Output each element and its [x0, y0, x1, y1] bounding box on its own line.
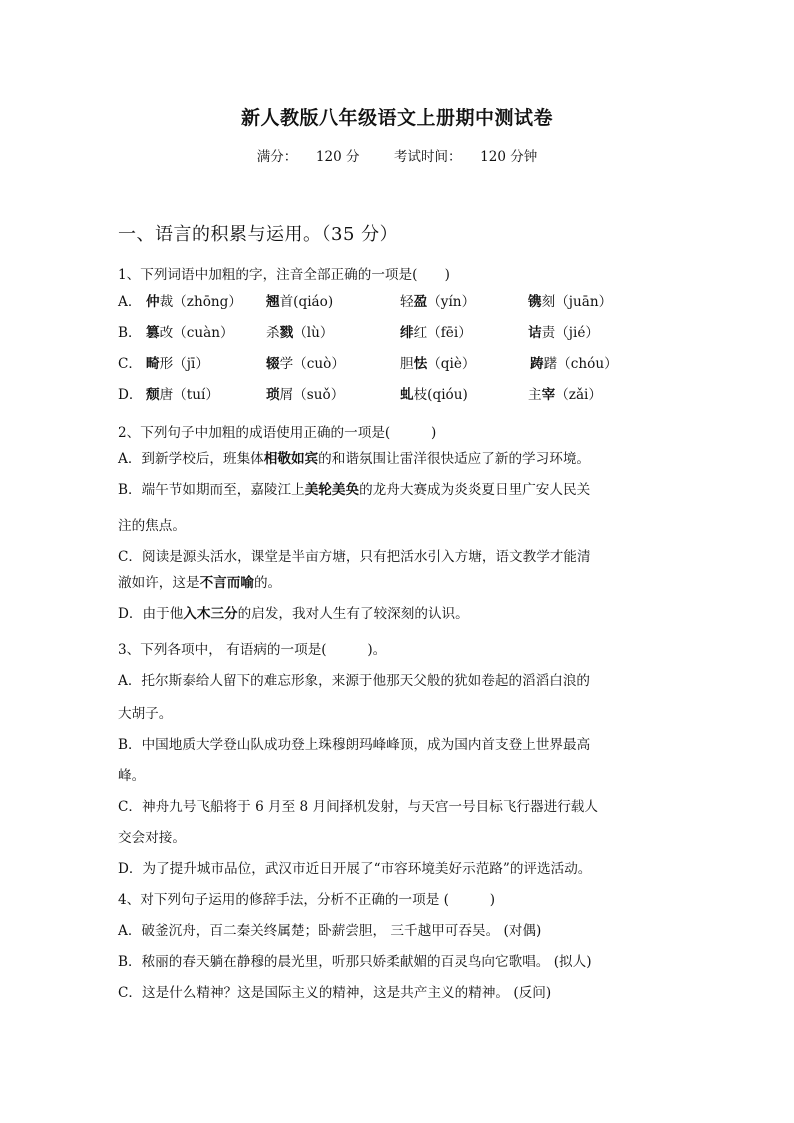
- time-label: 考试时间：: [394, 149, 462, 165]
- q2-option-c-cont: 澈如许，这是不言而喻的。: [118, 575, 282, 591]
- question-1-stem: 1、下列词语中加粗的字，注音全部正确的一项是( ): [118, 267, 450, 283]
- q4-option-a: A．破釜沉舟，百二秦关终属楚；卧薪尝胆， 三千越甲可吞吴。 (对偶): [118, 923, 542, 939]
- word-item: 仲裁（zhōng）: [146, 294, 242, 310]
- section-heading: 一、语言的积累与运用。（35 分）: [118, 224, 399, 245]
- bold-idiom: 相敬如宾: [263, 451, 319, 467]
- q2-option-b-cont: 注的焦点。: [118, 518, 186, 534]
- word-item: 翘首(qiáo): [266, 294, 334, 310]
- q2-option-b: B．端午节如期而至，嘉陵江上美轮美奂的龙舟大赛成为炎炎夏日里广安人民关: [118, 482, 591, 498]
- q3-option-c: C．神舟九号飞船将于 6 月至 8 月间择机发射，与天宫一号目标飞行器进行载人: [118, 799, 598, 815]
- exam-meta: [0, 145, 794, 165]
- word-item: 颓唐（tuí）: [146, 387, 219, 403]
- word-item: 篡改（cuàn）: [146, 325, 234, 341]
- word-item: 镌刻（juān）: [528, 294, 613, 310]
- word-item: 诘责（jié）: [528, 325, 599, 341]
- q3-option-b: B．中国地质大学登山队成功登上珠穆朗玛峰峰顶，成为国内首支登上世界最高: [118, 737, 591, 753]
- time-value: 120 分钟: [480, 149, 538, 165]
- word-item: 胆怯（qiè）: [400, 356, 476, 372]
- word-item: 辍学（cuò）: [266, 356, 345, 372]
- option-label: D．: [118, 387, 143, 403]
- word-item: 杀戮（lù）: [266, 325, 334, 341]
- option-label: B．: [118, 325, 142, 341]
- q2-option-c: C．阅读是源头活水，课堂是半亩方塘，只有把活水引入方塘，语文教学才能清: [118, 549, 591, 565]
- word-item: 绯红（fēi）: [400, 325, 472, 341]
- q4-option-c: C．这是什么精神？这是国际主义的精神，这是共产主义的精神。 (反问): [118, 985, 552, 1001]
- q4-option-b: B．秾丽的春天躺在静穆的晨光里，听那只娇柔献媚的百灵鸟向它歌唱。 (拟人): [118, 954, 592, 970]
- word-item: 琐屑（suǒ）: [266, 387, 345, 403]
- q2-option-a: A．到新学校后，班集体相敬如宾的和谐氛围让雷洋很快适应了新的学习环境。: [118, 451, 591, 467]
- score-label: 满分：: [256, 149, 298, 165]
- word-item: 畸形（jī）: [146, 356, 209, 372]
- q3-option-d: D．为了提升城市品位，武汉市近日开展了“市容环境美好示范路”的评选活动。: [118, 861, 592, 877]
- score-value: 120 分: [315, 149, 360, 165]
- word-item: 踌躇（chóu）: [530, 356, 618, 372]
- q3-option-b-cont: 峰。: [118, 768, 146, 784]
- bold-idiom: 入木三分: [183, 606, 238, 622]
- option-label: C．: [118, 356, 142, 372]
- bold-idiom: 美轮美奂: [304, 482, 360, 498]
- word-item: 虬枝(qióu): [400, 387, 468, 403]
- word-item: 主宰（zǎi）: [528, 387, 602, 403]
- q3-option-a-cont: 大胡子。: [118, 706, 173, 722]
- question-4-stem: 4、对下列句子运用的修辞手法，分析不正确的一项是 ( ): [118, 892, 496, 908]
- q3-option-c-cont: 交会对接。: [118, 830, 186, 846]
- question-2-stem: 2、下列句子中加粗的成语使用正确的一项是( ): [118, 425, 437, 441]
- option-label: A．: [118, 294, 142, 310]
- bold-idiom: 不言而喻: [199, 575, 254, 591]
- q3-option-a: A．托尔斯泰给人留下的难忘形象，来源于他那天父般的犹如卷起的滔滔白浪的: [118, 673, 591, 689]
- word-item: 轻盈（yín）: [400, 294, 476, 310]
- q2-option-d: D．由于他入木三分的启发，我对人生有了较深刻的认识。: [118, 606, 469, 622]
- exam-title: 新人教版八年级语文上册期中测试卷: [240, 107, 553, 129]
- question-3-stem: 3、下列各项中， 有语病的一项是( )。: [118, 642, 387, 658]
